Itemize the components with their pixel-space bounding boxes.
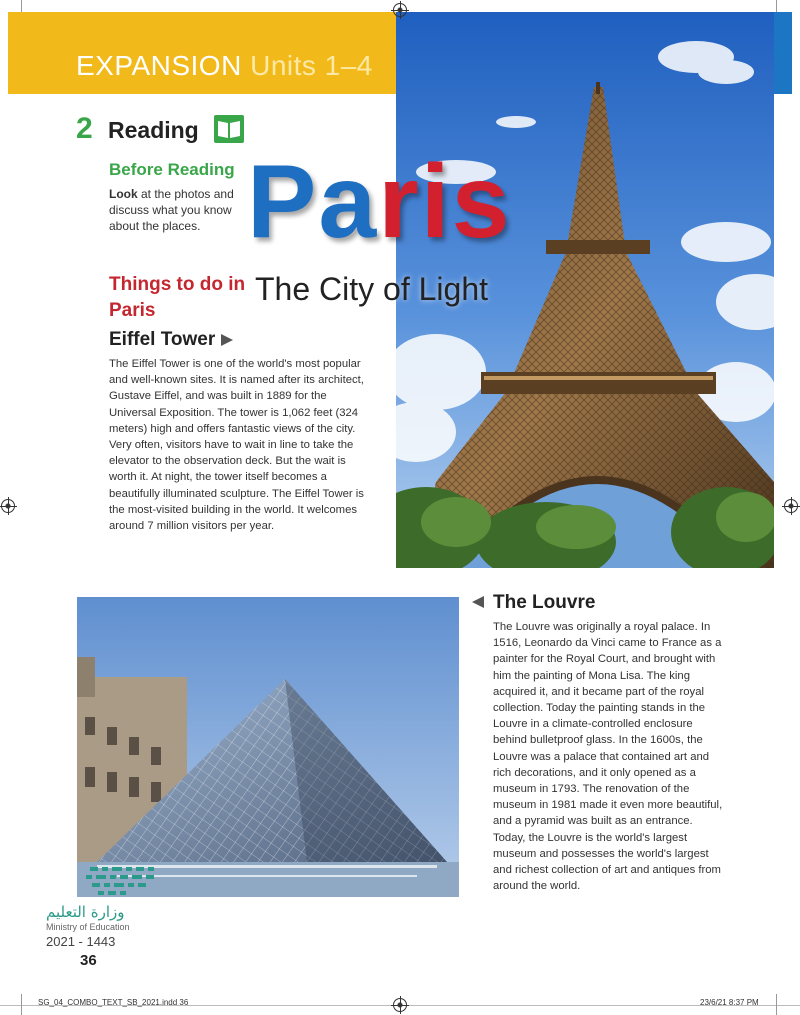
- things-to-do-title: Things to do in Paris: [109, 274, 246, 321]
- eiffel-tower-body: The Eiffel Tower is one of the world's most popular and well-known sites. It is named after its architect, Gustave Eiffel, and was built in 1889 for the Universal Exposition. The tower is 1,062 feet (324 meters) high and offers fantastic views of the city. Very often, visitors have to wait in line to take the elevator to the observation deck. But the wait is worth it. At night, the tower itself becomes a beautifully illuminated sculpture. The Eiffel Tower is the most-visited building in the world. It welcomes around 7 million visitors per year.: [109, 358, 364, 533]
- registration-mark-bottom: [393, 998, 407, 1012]
- ministry-english-name: Ministry of Education: [46, 922, 130, 932]
- expansion-label: EXPANSION: [76, 50, 242, 81]
- header-title: [76, 50, 373, 82]
- registration-mark-top: [393, 3, 407, 17]
- footer-file-name: SG_04_COMBO_TEXT_SB_2021.indd 36: [38, 998, 189, 1007]
- instruction-text: at the photos and discuss what you know about the places.: [109, 187, 234, 233]
- before-reading-instructions: [109, 186, 249, 234]
- book-icon: [214, 115, 244, 143]
- before-reading-title: Before Reading: [109, 160, 235, 179]
- crop-tick-bottom-left: [21, 994, 22, 1015]
- ministry-year: 2021 - 1443: [46, 934, 116, 949]
- look-word: Look: [109, 187, 138, 201]
- section-number: 2: [76, 112, 93, 145]
- blue-edge-tab: [774, 12, 792, 94]
- crop-tick-bottom-right: [776, 994, 777, 1015]
- eiffel-tower-heading: Eiffel Tower: [109, 329, 216, 350]
- crop-tick-top-right: [776, 0, 777, 12]
- paris-letter-a: a: [318, 144, 379, 260]
- paris-letters-ris: ris: [378, 144, 512, 260]
- ministry-logo-icon: [46, 865, 186, 905]
- louvre-pyramid-photo: [77, 597, 459, 897]
- footer-date: 23/6/21 8:37 PM: [700, 998, 759, 1007]
- paris-letter-p: P: [247, 144, 319, 260]
- section-title: Reading: [108, 117, 199, 143]
- registration-mark-left: [1, 499, 15, 513]
- louvre-body: The Louvre was originally a royal palace. In 1516, Leonardo da Vinci came to France as a painter for the Royal Court, and brought with him the painting of Mona Lisa. The king acquired it, and it became part of the royal collection. Today the painting stands in the Louvre in a climate-controlled enclosure behind bulletproof glass. In the 1600s, the Louvre was a palace that contained art and rich decorations, and it only opened as a museum in 1793. The renovation of the museum in 1981 made it even more beautiful, and a pyramid was built as an entrance. Today, the Louvre is the world's largest museum and possesses the world's largest and richest collection of art and antiques from around the world.: [493, 621, 723, 893]
- crop-tick-top-left: [21, 0, 22, 12]
- arrow-left-icon: [472, 596, 484, 608]
- arrow-right-icon: [221, 334, 233, 346]
- ministry-arabic-name: وزارة التعليم: [46, 903, 125, 921]
- page-number: 36: [80, 952, 97, 969]
- registration-mark-right: [784, 499, 798, 513]
- louvre-heading: The Louvre: [493, 592, 596, 613]
- paris-title: [247, 144, 512, 260]
- units-label: Units 1–4: [250, 50, 373, 81]
- city-of-light-subtitle: The City of Light: [255, 271, 488, 307]
